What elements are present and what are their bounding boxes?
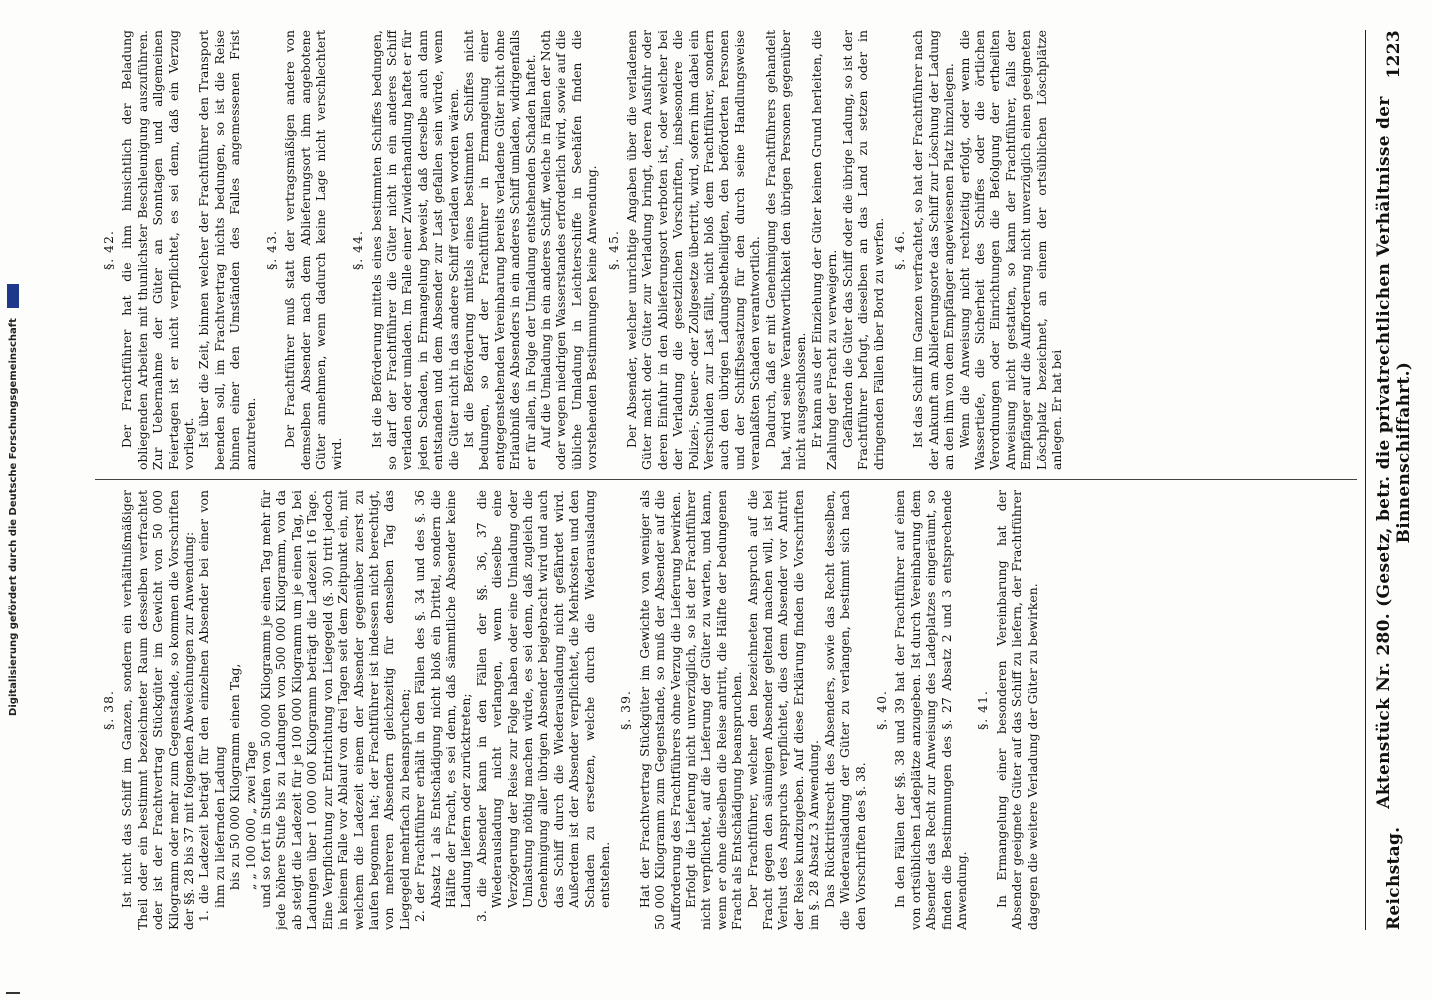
dfg-logo-icon bbox=[7, 284, 19, 308]
left-column bbox=[95, 490, 1355, 930]
paragraph: Ist nicht das Schiff im Ganzen, sondern ein verhältnißmäßiger Theil oder ein bestimmt bezeichneter Raum desselben verfrachtet oder ist der Frachtvertrag Stückgüter im Gewicht von 50 000 Kilogramm oder mehr zum Gegenstande, so kommen die Vorschriften der §§. 28 bis 37 mit folgenden Abweichungen zur Anwendung: bbox=[119, 490, 197, 930]
footer-text: Digitalisierung gefördert durch die Deutsche Forschungsgemeinschaft bbox=[7, 318, 19, 716]
column-divider bbox=[95, 479, 1357, 480]
ladezeit-table bbox=[227, 490, 258, 930]
section-heading: §. 45. bbox=[605, 230, 621, 270]
section-heading: §. 46. bbox=[891, 230, 907, 270]
paragraph: Er kann aus der Einziehung der Güter keinen Grund herleiten, die Zahlung der Fracht zu verweigern. bbox=[808, 30, 840, 470]
section-heading: §. 44. bbox=[350, 230, 366, 270]
paragraph: Gefährden die Güter das Schiff oder die übrige Ladung, so ist der Frachtführer befugt, dieselben an das Land zu setzen oder in dringenden Fällen über Bord zu werfen. bbox=[839, 30, 886, 470]
paragraph: In Ermangelung einer besonderen Vereinbarung hat der Absender geeignete Güter auf das Schiff zu liefern, der Frachtführer dagegen die weitere Verladung der Güter zu bewirken. bbox=[993, 490, 1040, 930]
header-left: Reichstag. bbox=[1384, 826, 1404, 930]
header-title: Aktenstück Nr. 280. (Gesetz, betr. die privatrechtlichen Verhältnisse der Binnenschiffahrt.) bbox=[1374, 96, 1414, 809]
digitization-footer bbox=[0, 0, 26, 1000]
section-heading: §. 43. bbox=[264, 230, 280, 270]
section-heading: §. 40. bbox=[873, 690, 889, 730]
list-item: 2. der Frachtführer erhält in den Fällen des §. 34 und des §. 36 Absatz 1 als Entschädigung nicht bloß ein Drittel, sondern die Hälfte der Fracht, es sei denn, daß sämmtliche Absender keine Ladung liefern oder zurücktreten; bbox=[412, 490, 474, 922]
paragraph: In den Fällen der §§. 38 und 39 hat der Frachtführer auf einen von ortsüblichen Ladeplätze anzugeben. Ist durch Vereinbarung dem Absender das Recht zur Anweisung des Ladeplatzes eingeräumt, so finden die Bestimmungen des §. 27 Absatz 2 und 3 entsprechende Anwendung. bbox=[892, 490, 969, 930]
right-column bbox=[95, 30, 1355, 470]
paragraph: Dadurch, daß er mit Genehmigung des Frachtführers gehandelt hat, wird seine Verantwortlichkeit den übrigen Personen gegenüber nicht ausgeschlossen. bbox=[762, 30, 809, 470]
list-item: 3. die Absender kann in den Fällen der §§. 36, 37 die Wiederausladung nicht verlangen, wenn dieselbe eine Verzögerung der Reise zur Folge haben oder eine Umladung oder Umlastung nöthig machen würde, es sei denn, daß zugleich die Genehmigung aller übrigen Absender beigebracht wird und auch das Schiff durch die Wiederausladung nicht gefährdet wird. Außerdem ist der Absender verpflichtet, die Mehrkosten und den Schaden zu ersetzen, welche durch die Wiederausladung entstehen. bbox=[473, 490, 612, 922]
paragraph: Der Frachtführer hat die ihm hinsichtlich der Beladung obliegenden Arbeiten mit thunlichster Beschleunigung auszuführen. Zur Uebernahme der Güter an Sonntagen und allgemeinen Feiertagen ist er nicht verpflichtet, es sei denn, daß ein Verzug vorliegt. bbox=[119, 30, 197, 470]
paragraph: Ist die Beförderung mittels eines bestimmten Schiffes bedungen, so darf der Frachtführer die Güter nicht in ein anderes Schiff verladen oder umladen. Im Falle einer Zuwiderhandlung haftet er für jeden Schaden, in Ermangelung beweist, daß derselbe auch dann entstanden und dem Absender zur Last gefallen sein würde, wenn die Güter nicht in das andere Schiff verladen worden wären. bbox=[368, 30, 461, 470]
paragraph: Das Rücktrittsrecht des Absenders, sowie das Recht desselben, die Wiederausladung der Güter zu verlangen, bestimmt sich nach den Vorschriften des §. 38. bbox=[821, 490, 868, 930]
paragraph: Der Frachtführer muß statt der vertragsmäßigen andere von demselben Absender nach dem Ablieferungsort ihm angebotene Güter annehmen, wenn dadurch keine Lage nicht verschlechtert wird. bbox=[282, 30, 344, 470]
section-heading: §. 38. bbox=[101, 690, 116, 730]
paragraph: Wenn die Anweisung nicht rechtzeitig erfolgt, oder wenn die Wassertiefe, die Sicherheit des Schiffes oder die örtlichen Verordnungen oder Einrichtungen die Befolgung der ertheilten Anweisung nicht gestatten, so kann der Frachtführer, falls der Empfänger auf die Aufforderung nicht unverzüglich einen geeigneten Löschplatz bezeichnet, an einem der ortsüblichen Löschplätze anlegen. Er hat bei bbox=[956, 30, 1064, 470]
table-row: „ „ 100 000 „ zwei Tage bbox=[242, 741, 258, 890]
section-heading: §. 42. bbox=[101, 230, 116, 270]
paragraph: Der Frachtführer, welcher den bezeichneten Anspruch auf die Fracht gegen den säumigen Absender geltend machen will, ist bei Verlust des Anspruchs verpflichtet, dies dem Absender vor Antritt der Reise kundzugeben. Auf diese Erklärung finden die Vorschriften im §. 28 Absatz 3 Anwendung. bbox=[744, 490, 822, 930]
paragraph: Ist das Schiff im Ganzen verfrachtet, so hat der Frachtführer nach der Ankunft am Ablieferungsorte das Schiff zur Löschung der Ladung an den ihm von dem Empfänger angewiesenen Platz hinzulegen. bbox=[910, 30, 957, 470]
header-rule bbox=[1365, 30, 1366, 930]
paragraph: Hat der Frachtvertrag Stückgüter im Gewichte von weniger als 50 000 Kilogramm zum Gegenstande, so muß der Absender auf die Aufforderung des Frachtführers ohne Verzug die Lieferung bewirken. bbox=[636, 490, 683, 930]
paragraph: Ist über die Zeit, binnen welcher der Frachtführer den Transport beenden soll, im Frachtvertrag nichts bedungen, so ist die Reise binnen einer den Umständen des Falles angemessenen Frist anzutreten. bbox=[196, 30, 258, 470]
paragraph: Erfolgt die Lieferung nicht unverzüglich, so ist der Frachtführer nicht verpflichtet, auf die Lieferung der Güter zu warten, und kann, wenn er ohne dieselben die Reise antritt, die Hälfte der bedungenen Fracht als Entschädigung beanspruchen. bbox=[683, 490, 745, 930]
edge-mark bbox=[6, 992, 20, 994]
table-row: bis zu 50 000 Kilogramm einen Tag, bbox=[227, 663, 243, 890]
list-item: 1. die Ladezeit beträgt für den einzelnen Absender bei einer von ihm zu liefernden Ladung bbox=[196, 490, 227, 922]
paragraph: und so fort in Stufen von 50 000 Kilogramm je einen Tag mehr für jede höhere Stufe bis zu Ladungen von 500 000 Kilogramm, von da ab steigt die Ladezeit für je 100 000 Kilogramm um je einen Tag, bei Ladungen über 1 000 000 Kilogramm beträgt die Ladezeit 16 Tage. Eine Verpflichtung zur Entrichtung von Liegegeld (§. 30) tritt jedoch in keinem Falle vor Ablauf von drei Tagen seit dem Zeitpunkt ein, mit welchem die Ladezeit einem der Absender gegenüber zuerst zu laufen begonnen hat; der Frachtführer ist indessen nicht berechtigt, von mehreren Absendern gleichzeitig für denselben Tag das Liegegeld mehrfach zu beanspruchen; bbox=[258, 490, 412, 930]
page-header bbox=[1376, 30, 1412, 930]
paragraph: Der Absender, welcher unrichtige Angaben über die verladenen Güter macht oder Güter zur Verladung bringt, deren Ausfuhr oder deren Einfuhr in den Ablieferungsort verboten ist, oder welcher bei der Verladung die gesetzlichen Vorschriften, insbesondere die Polizei-, Steuer- oder Zollgesetze übertritt, wird, sofern ihm dabei ein Verschulden zur Last fällt, nicht bloß dem Frachtführer, sondern auch den übrigen Ladungsbetheiligten, den beförderten Personen und der Schiffsbesatzung für den durch seine Handlungsweise veranlaßten Schaden verantwortlich. bbox=[624, 30, 763, 470]
section-heading: §. 41. bbox=[975, 690, 991, 730]
paragraph: Ist die Beförderung mittels eines bestimmten Schiffes nicht bedungen, so darf der Frachtführer in Ermangelung einer entgegenstehenden Vereinbarung bereits verladene Güter nicht ohne Erlaubniß des Absenders in ein anderes Schiff umladen, widrigenfalls er für allen, in Folge der Umladung entstehenden Schaden haftet. bbox=[460, 30, 538, 470]
page-number: 1223 bbox=[1384, 30, 1404, 79]
paragraph: Auf die Umladung in ein anderes Schiff, welche in Fällen der Noth oder wegen niedrigen Wasserstandes erforderlich wird, sowie auf die übliche Umladung in Leichterschiffe in Seehäfen finden die vorstehenden Bestimmungen keine Anwendung. bbox=[537, 30, 600, 470]
section-heading: §. 39. bbox=[618, 690, 634, 730]
